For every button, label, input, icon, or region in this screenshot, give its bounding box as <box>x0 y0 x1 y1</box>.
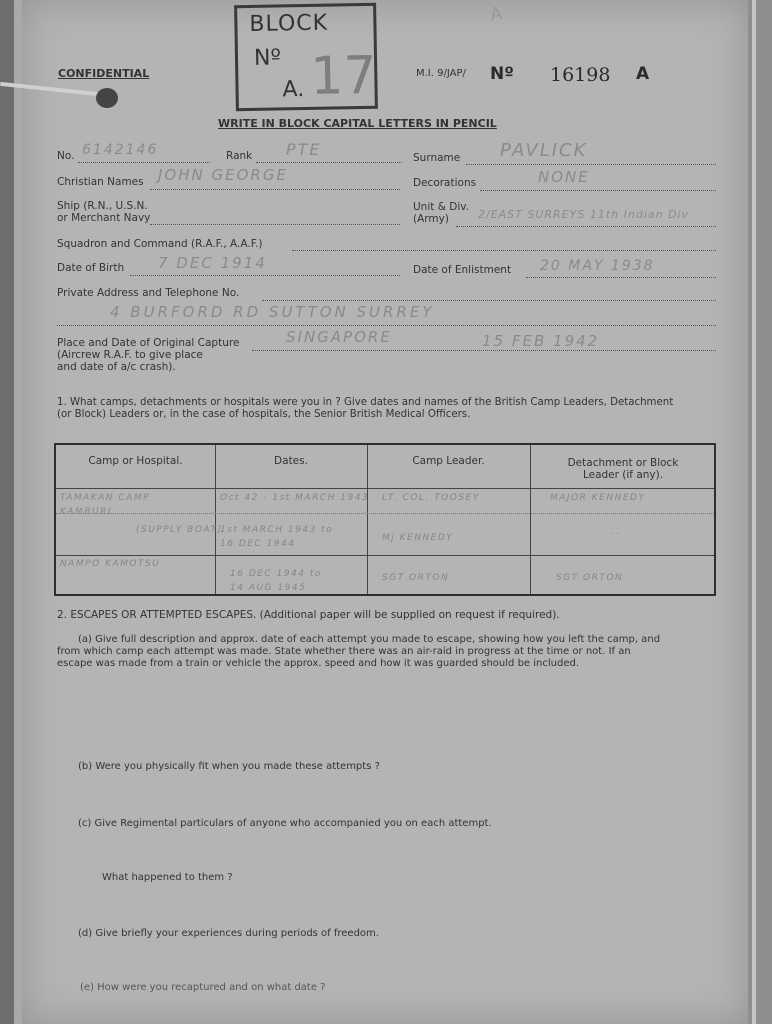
stamp-handwritten-number: 17 <box>309 45 378 107</box>
number-label: Nº <box>490 64 514 84</box>
rank-label: Rank <box>226 150 253 162</box>
no-line <box>78 161 210 163</box>
unit-label-2: (Army) <box>413 213 449 225</box>
serial-letter: A <box>636 64 650 84</box>
decorations-line <box>480 189 716 191</box>
capture-label-2: (Aircrew R.A.F. to give place <box>57 349 203 361</box>
confidential-label: CONFIDENTIAL <box>58 67 150 80</box>
capture-place: SINGAPORE <box>286 328 392 346</box>
unit-value: 2/EAST SURREYS 11th Indian Div <box>478 208 690 221</box>
decorations-value: NONE <box>538 168 590 186</box>
q2-e: (e) How were you recaptured and on what date ? <box>80 982 326 993</box>
enlistment-value: 20 MAY 1938 <box>540 258 655 274</box>
left-page-edge-highlight <box>14 0 22 1024</box>
surname-value: PAVLICK <box>500 140 588 161</box>
table-header-leader: Camp Leader. <box>412 455 485 467</box>
table-row-divider <box>56 555 714 556</box>
no-label: No. <box>57 150 75 162</box>
q2-b: (b) Were you physically fit when you made these attempts ? <box>78 761 380 772</box>
dob-value: 7 DEC 1914 <box>158 254 267 272</box>
right-page-edge-highlight <box>752 0 756 1024</box>
stamp-block-text: BLOCK <box>249 10 329 37</box>
table-cell: .. <box>612 527 621 537</box>
table-cell: Oct 42 - 1st MARCH 1943 <box>220 493 370 503</box>
q2-c: (c) Give Regimental particulars of anyone who accompanied you on each attempt. <box>78 818 492 829</box>
q1-line-1: 1. What camps, detachments or hospitals were you in ? Give dates and names of the British Camp Leaders, Detachment <box>57 397 674 408</box>
q2-c-followup: What happened to them ? <box>102 872 233 883</box>
enlistment-line <box>526 276 716 278</box>
table-header-camp: Camp or Hospital. <box>88 455 183 467</box>
table-cell: 1st MARCH 1943 to <box>220 525 334 535</box>
squadron-label: Squadron and Command (R.A.F., A.A.F.) <box>57 238 263 250</box>
table-cell: LT. COL. TOOSEY <box>382 493 480 503</box>
table-col-divider <box>215 445 216 594</box>
table-cell: 16 DEC 1944 <box>220 539 296 549</box>
rank-line <box>256 161 402 163</box>
christian-names-label: Christian Names <box>57 176 144 188</box>
table-header-detachment: Detachment or Block <box>567 457 679 469</box>
table-cell: NAMPO KAMOTSU <box>60 559 161 569</box>
dob-line <box>130 274 400 276</box>
unit-label-1: Unit & Div. <box>413 201 469 213</box>
table-cell: MAJOR KENNEDY <box>550 493 646 503</box>
table-col-divider <box>367 445 368 594</box>
enlistment-label: Date of Enlistment <box>413 264 512 276</box>
no-value: 6142146 <box>82 142 159 158</box>
binding-knot <box>96 88 118 108</box>
unit-line <box>456 225 716 227</box>
table-cell: SGT ORTON <box>382 573 450 583</box>
surname-label: Surname <box>413 152 461 164</box>
table-header-divider <box>56 488 714 489</box>
table-cell: 14 AUG 1945 <box>230 583 307 593</box>
address-line-2 <box>57 324 716 326</box>
table-cell: 16 DEC 1944 to <box>230 569 322 579</box>
stamp-no-text: Nº <box>253 45 282 71</box>
q2-title: 2. ESCAPES OR ATTEMPTED ESCAPES. (Additional paper will be supplied on request if required). <box>57 609 560 621</box>
table-cell: SGT ORTON <box>556 573 624 583</box>
address-line-1 <box>262 299 716 301</box>
table-header-dates: Dates. <box>274 455 308 467</box>
table-cell: Mj KENNEDY <box>382 533 454 543</box>
q1-line-2: (or Block) Leaders or, in the case of hospitals, the Senior British Medical Officers. <box>57 409 471 420</box>
decorations-label: Decorations <box>413 177 477 189</box>
q2-a-line-2: from which camp each attempt was made. State whether there was an air-raid in progress at the time or not. If an <box>57 646 631 657</box>
christian-names-value: JOHN GEORGE <box>158 166 288 184</box>
rank-value: PTE <box>286 140 322 159</box>
camps-table <box>54 443 716 596</box>
capture-label-1: Place and Date of Original Capture <box>57 337 240 349</box>
corner-pencil-mark: A <box>488 3 505 26</box>
table-header-detachment-2: Leader (if any). <box>582 469 664 481</box>
dob-label: Date of Birth <box>57 262 125 274</box>
instruction-heading: WRITE IN BLOCK CAPITAL LETTERS IN PENCIL <box>218 117 497 130</box>
capture-date: 15 FEB 1942 <box>482 332 600 350</box>
squadron-line <box>292 249 716 251</box>
address-value: 4 BURFORD RD SUTTON SURREY <box>110 303 435 321</box>
address-label: Private Address and Telephone No. <box>57 287 240 299</box>
christian-names-line <box>150 188 400 190</box>
surname-line <box>466 163 716 165</box>
ship-label-1: Ship (R.N., U.S.N. <box>57 200 148 212</box>
table-cell: KAMBURI .. <box>60 507 126 517</box>
ship-line <box>150 223 400 225</box>
table-row-divider <box>56 513 714 514</box>
q2-a-line-1: (a) Give full description and approx. date of each attempt you made to escape, showing how you left the camp, and <box>78 634 661 645</box>
mi-reference: M.I. 9/JAP/ <box>416 68 466 79</box>
stamp-letter-text: A. <box>282 77 305 103</box>
table-cell: TAMAKAN CAMP <box>60 493 151 503</box>
block-stamp <box>234 3 378 111</box>
capture-label-3: and date of a/c crash). <box>57 361 176 373</box>
serial-number: 16198 <box>550 64 611 86</box>
q2-a-line-3: escape was made from a train or vehicle the approx. speed and how it was guarded should be included. <box>57 658 580 669</box>
table-cell: (SUPPLY BOAT) <box>136 525 223 535</box>
q2-d: (d) Give briefly your experiences during periods of freedom. <box>78 928 379 939</box>
ship-label-2: or Merchant Navy <box>57 212 151 224</box>
